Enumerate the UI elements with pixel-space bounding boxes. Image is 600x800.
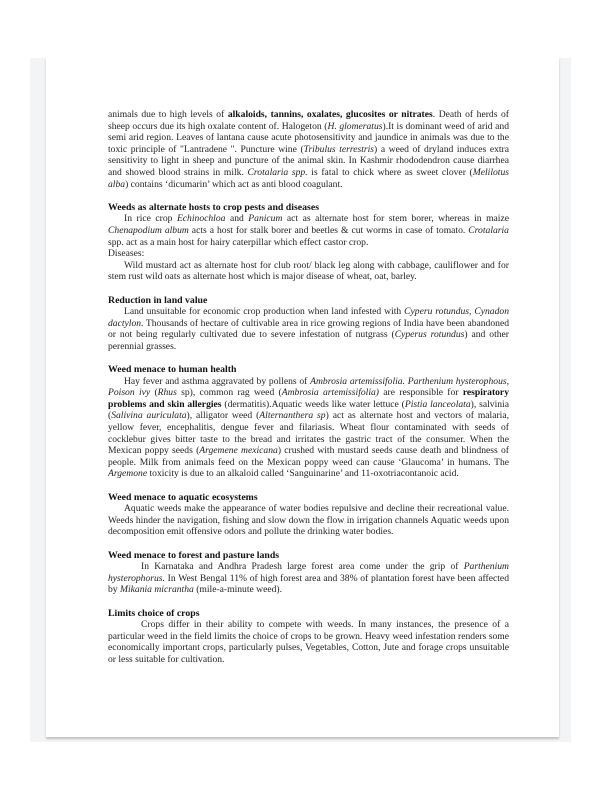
section-heading: Reduction in land value (108, 294, 208, 306)
italic-text: Tribulus terrestris (303, 143, 375, 155)
intro-section (108, 109, 509, 190)
text-run: is fatal to chick where as sweet clover ( (307, 166, 473, 178)
text-run: ) contains ‘dicumarin’ which act as anti blood coagulant. (125, 178, 343, 190)
page-content (108, 109, 509, 677)
text-run: are responsible for (378, 387, 463, 399)
document-section (108, 295, 509, 353)
text-run: In rice crop (124, 213, 177, 225)
text-run: ( (150, 387, 158, 399)
sections-container (108, 202, 509, 666)
italic-text: Cyperus rotundus (394, 329, 465, 341)
italic-text: Mikania micrantha (120, 584, 194, 596)
text-run: ) crushed with mustard seeds cause death and blindness of people. Milk from animals feed on the Mexican poppy weed can cause ‘Glaucoma’ in humans. The (108, 445, 509, 468)
section-heading: Weed menace to human health (108, 364, 237, 376)
text-run: (mile-a-minute weed). (193, 584, 282, 596)
text-run: spp. act as a main host for hairy caterpillar which effect castor crop. (108, 236, 369, 248)
text-run: sp), common rag weed ( (176, 387, 282, 399)
text-run: Aquatic weeds make the appearance of water bodies repulsive and decline their recreational value. Weeds hinder the navigation, fishing and slow down the flow in irrigation channels Aquatic weeds upon decomposition emit offensive odors and pollute the drinking water bodies. (108, 503, 509, 538)
section-paragraph (108, 260, 509, 283)
document-section (108, 550, 509, 596)
text-run: In Karnataka and Andhra Pradesh large forest area come under the grip of (141, 561, 464, 573)
italic-text: Echinochloa (176, 213, 226, 225)
italic-text: Parthenium hysterophorus. (108, 561, 509, 584)
text-run: act as alternate host for stem borer, whereas in maize (282, 213, 509, 225)
italic-text: Rhus (157, 387, 177, 399)
section-heading: Weed menace to aquatic ecosystems (108, 491, 258, 503)
document-page (46, 58, 559, 737)
italic-text: Cyperu rotundus, Cynadon dactylon (108, 306, 509, 329)
text-run: (dermatitis).Aquatic weeds like water lettuce ( (221, 398, 405, 410)
italic-text: H. glomeratus (327, 120, 383, 132)
document-section (108, 364, 509, 480)
text-run: Diseases: (108, 248, 145, 260)
italic-text: Argemene mexicana (199, 445, 278, 457)
document-section (108, 492, 509, 538)
document-section (108, 608, 509, 666)
document-section (108, 202, 509, 283)
italic-text: Panicum (248, 213, 283, 225)
intro-paragraph (108, 109, 509, 190)
text-run: and (225, 213, 249, 225)
section-paragraph (108, 619, 509, 665)
italic-text: Crotalaria (468, 224, 509, 236)
italic-text: Melilotus alba (108, 166, 510, 190)
section-paragraph (108, 561, 509, 596)
italic-text: Pistia lanceolata (404, 398, 471, 410)
text-run: ) and other perennial grasses. (108, 329, 509, 352)
italic-text: Salivina auriculata (111, 410, 187, 422)
text-run: ).It is dominant weed of arid and semi arid region. Leaves of lantana cause acute photosensitivity and jaundice in animals was due to the toxic principle of "Lantradene ". Puncture wine ( (108, 120, 509, 155)
bold-text: alkaloids, tannins, oxalates, glucosites or nitrates (227, 109, 433, 120)
text-run: In West Bengal 11% of high forest area and 38% of plantation forest have been affected by (108, 572, 509, 596)
section-paragraph (108, 306, 509, 352)
bold-text: respiratory problems and skin allergies (108, 387, 509, 410)
section-paragraph (108, 213, 509, 248)
section-paragraph (108, 503, 509, 538)
section-heading: Weeds as alternate hosts to crop pests and diseases (108, 201, 320, 213)
text-run: ), alligator weed ( (186, 410, 260, 422)
section-heading: Weed menace to forest and pasture lands (108, 549, 280, 561)
text-run: . Thousands of hectare of cultivable area in rice growing regions of India have been abandoned or not being regularly cultivated due to severe infestation of nutgrass ( (108, 317, 509, 341)
text-run: Wild mustard act as alternate host for club root/ black leg along with cabbage, cauliflower and for stem rust wild oats as alternate host which is major disease of wheat, oat, barley. (108, 259, 509, 283)
text-run: ), salvinia ( (108, 398, 509, 422)
text-run: Hay fever and asthma aggravated by pollens of (124, 375, 311, 387)
text-run: ) act as alternate host and vectors of malaria, yellow fever, encephalitis, dengue fever and filariasis. Wheat flour contaminated with seeds of cocklebur gives bitter taste to the bread and irritates the gastric tract of the consumer. When the Mexican poppy seeds ( (108, 410, 509, 457)
italic-text: Ambrosia artemissifolia. Parthenium hysterophous, Poison ivy (108, 375, 509, 399)
section-paragraph (108, 376, 509, 480)
italic-text: Crotalaria spp. (247, 166, 308, 178)
text-run: animals due to high levels of (108, 109, 228, 120)
italic-text: Chenapodium album (108, 224, 189, 236)
italic-text: Ambrosia artemissifolia) (281, 387, 379, 399)
italic-text: Alternanthera sp (259, 410, 326, 422)
text-run: . Death of herds of sheep occurs due its high oxalate content of. Halogeton ( (108, 109, 509, 132)
section-heading: Limits choice of crops (108, 607, 200, 619)
italic-text: Argemone (108, 468, 148, 480)
text-run: Land unsuitable for economic crop production when land infested with (124, 306, 405, 318)
section-paragraph (108, 248, 509, 260)
text-run: acts a host for stalk borer and beetles & cut worms in case of tomato. (188, 224, 469, 236)
text-run: Crops differ in their ability to compete with weeds. In many instances, the presence of a particular weed in the field limits the choice of crops to be grown. Heavy weed infestation renders some economically important crops, particularly pulses, Vegetables, Cotton, Jute and forage crops unsuitable or less suitable for cultivation. (108, 619, 509, 665)
text-run: ) a weed of dryland induces extra sensitivity to light in sheep and puncture of the animal skin. In Kashmir rhododendron cause diarrhea and showed blood strains in milk. (108, 143, 509, 178)
text-run: toxicity is due to an alkaloid called ‘Sanguinarine’ and 11-oxotriacontanoic acid. (147, 468, 459, 480)
